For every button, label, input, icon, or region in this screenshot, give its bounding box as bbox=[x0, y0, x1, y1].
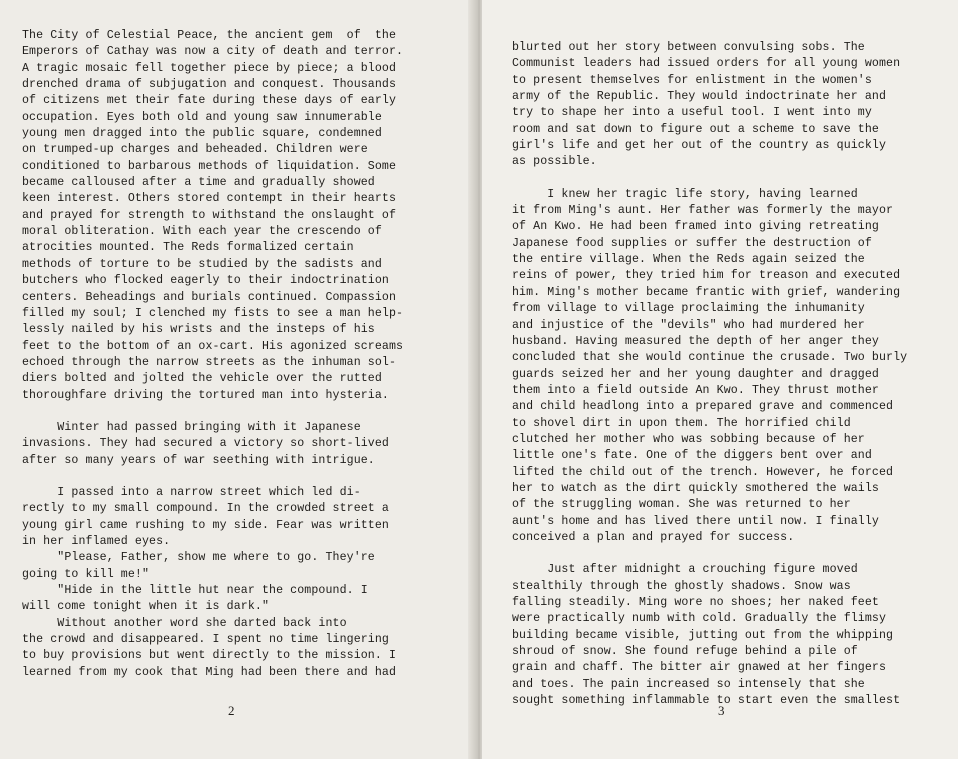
text-line: the crowd and disappeared. I spent no time lingering bbox=[22, 633, 389, 647]
text-line: The City of Celestial Peace, the ancient gem of the bbox=[22, 29, 397, 42]
text-line: to shovel dirt in upon them. The horrified child bbox=[512, 416, 851, 430]
text-line: moral obliteration. With each year the crescendo of bbox=[22, 225, 382, 239]
text-line: of citizens met their fate during these days of early bbox=[22, 94, 397, 108]
text-line: grain and chaff. The bitter air gnawed at her fingers bbox=[512, 661, 887, 675]
text-line: shroud of snow. She found refuge behind a pile of bbox=[512, 645, 858, 659]
text-line: Winter had passed bringing with it Japanese bbox=[22, 420, 361, 434]
text-line: young girl came rushing to my side. Fear was written bbox=[22, 518, 389, 532]
text-line: echoed through the narrow streets as the inhuman sol- bbox=[22, 355, 397, 369]
text-line: learned from my cook that Ming had been there and had bbox=[22, 665, 397, 679]
text-line: and prayed for strength to withstand the onslaught of bbox=[22, 208, 397, 222]
text-line: keen interest. Others stored contempt in their hearts bbox=[22, 192, 397, 206]
text-line: occupation. Eyes both old and young saw innumerable bbox=[22, 110, 382, 124]
text-line: from village to village proclaiming the inhumanity bbox=[512, 302, 865, 316]
text-line: young men dragged into the public square, condemned bbox=[22, 127, 382, 141]
text-line: building became visible, jutting out from the whipping bbox=[512, 628, 894, 642]
text-line: Japanese food supplies or suffer the destruction of bbox=[512, 236, 872, 250]
text-line: diers bolted and jolted the vehicle over the rutted bbox=[22, 372, 382, 386]
text-line: after so many years of war seething with intrigue. bbox=[22, 453, 375, 467]
text-line: her to watch as the dirt quickly smothered the wails bbox=[512, 481, 879, 495]
text-line: feet to the bottom of an ox-cart. His agonized screams bbox=[22, 339, 404, 353]
text-line: in her inflamed eyes. bbox=[22, 534, 171, 548]
text-line: I knew her tragic life story, having learned bbox=[512, 187, 858, 201]
text-line: thoroughfare driving the tortured man into hysteria. bbox=[22, 388, 389, 402]
paragraph-gap bbox=[22, 404, 442, 420]
text-line: of the struggling woman. She was returned to her bbox=[512, 498, 851, 512]
text-line: try to shape her into a useful tool. I went into my bbox=[512, 106, 872, 120]
paragraph-gap bbox=[512, 171, 926, 187]
text-line: army of the Republic. They would indoctrinate her and bbox=[512, 90, 887, 104]
right-page bbox=[482, 0, 958, 759]
text-line: atrocities mounted. The Reds formalized certain bbox=[22, 241, 354, 255]
text-line: filled my soul; I clenched my fists to see a man help- bbox=[22, 306, 404, 320]
text-line: them into a field outside An Kwo. They thrust mother bbox=[512, 383, 879, 397]
text-line: aunt's home and has lived there until now. I finally bbox=[512, 514, 879, 528]
text-line: going to kill me!" bbox=[22, 567, 150, 581]
text-line: guards seized her and her young daughter and dragged bbox=[512, 367, 879, 381]
text-line: conditioned to barbarous methods of liquidation. Some bbox=[22, 159, 397, 173]
text-line: and child headlong into a prepared grave and commenced bbox=[512, 400, 894, 414]
text-line: butchers who flocked eagerly to their indoctrination bbox=[22, 274, 389, 288]
text-line: Communist leaders had issued orders for all young women bbox=[512, 57, 901, 71]
text-line: rectly to my small compound. In the crowded street a bbox=[22, 502, 389, 516]
paragraph-gap bbox=[512, 546, 926, 562]
text-line: A tragic mosaic fell together piece by piece; a blood bbox=[22, 61, 397, 75]
text-line: of An Kwo. He had been framed into giving retreating bbox=[512, 220, 879, 234]
text-line: falling steadily. Ming wore no shoes; her naked feet bbox=[512, 596, 879, 609]
text-line: room and sat down to figure out a scheme to save the bbox=[512, 122, 879, 136]
text-line: the entire village. When the Reds again seized the bbox=[512, 253, 865, 267]
text-line: as possible. bbox=[512, 155, 597, 169]
text-line: "Hide in the little hut near the compound. I bbox=[22, 584, 368, 597]
text-line: concluded that she would continue the crusade. Two burly bbox=[512, 351, 908, 365]
left-page-text bbox=[22, 28, 442, 681]
text-line: lifted the child out of the trench. However, he forced bbox=[512, 465, 894, 479]
text-line: to buy provisions but went directly to the mission. I bbox=[22, 649, 397, 663]
left-page bbox=[0, 0, 476, 759]
text-line: conceived a plan and prayed for success. bbox=[512, 530, 795, 544]
text-line: it from Ming's aunt. Her father was formerly the mayor bbox=[512, 204, 894, 218]
text-line: were practically numb with cold. Gradually the flimsy bbox=[512, 612, 887, 626]
text-line: and injustice of the "devils" who had murdered her bbox=[512, 318, 865, 332]
text-line: on trumped-up charges and beheaded. Children were bbox=[22, 143, 368, 157]
text-line: invasions. They had secured a victory so short-lived bbox=[22, 437, 389, 451]
text-line: Just after midnight a crouching figure moved bbox=[512, 563, 858, 577]
text-line: and toes. The pain increased so intensely that she bbox=[512, 677, 865, 691]
text-line: reins of power, they tried him for treason and executed bbox=[512, 269, 901, 283]
text-line: became calloused after a time and gradually showed bbox=[22, 176, 375, 190]
text-line: I passed into a narrow street which led di- bbox=[22, 485, 361, 499]
text-line: will come tonight when it is dark." bbox=[22, 600, 270, 614]
text-line: sought something inflammable to start even the smallest bbox=[512, 694, 901, 708]
text-line: Emperors of Cathay was now a city of death and terror. bbox=[22, 45, 404, 59]
text-line: stealthily through the ghostly shadows. Snow was bbox=[512, 579, 851, 593]
text-line: little one's fate. One of the diggers bent over and bbox=[512, 449, 872, 463]
right-page-number: 3 bbox=[718, 703, 725, 718]
text-line: methods of torture to be studied by the sadists and bbox=[22, 257, 382, 271]
text-line: lessly nailed by his wrists and the insteps of his bbox=[22, 323, 375, 337]
text-line: Without another word she darted back into bbox=[22, 616, 347, 630]
text-line: clutched her mother who was sobbing because of her bbox=[512, 432, 865, 446]
text-line: drenched drama of subjugation and conquest. Thousands bbox=[22, 78, 397, 92]
text-line: him. Ming's mother became frantic with grief, wandering bbox=[512, 285, 901, 299]
right-page-text bbox=[512, 40, 926, 709]
text-line: husband. Having measured the depth of her anger they bbox=[512, 334, 879, 348]
text-line: to present themselves for enlistment in the women's bbox=[512, 73, 872, 87]
text-line: centers. Beheadings and burials continued. Compassion bbox=[22, 290, 397, 304]
text-line: blurted out her story between convulsing sobs. The bbox=[512, 41, 865, 54]
left-page-number: 2 bbox=[228, 703, 235, 718]
paragraph-gap bbox=[22, 469, 442, 485]
text-line: girl's life and get her out of the country as quickly bbox=[512, 139, 887, 153]
text-line: "Please, Father, show me where to go. They're bbox=[22, 551, 375, 565]
